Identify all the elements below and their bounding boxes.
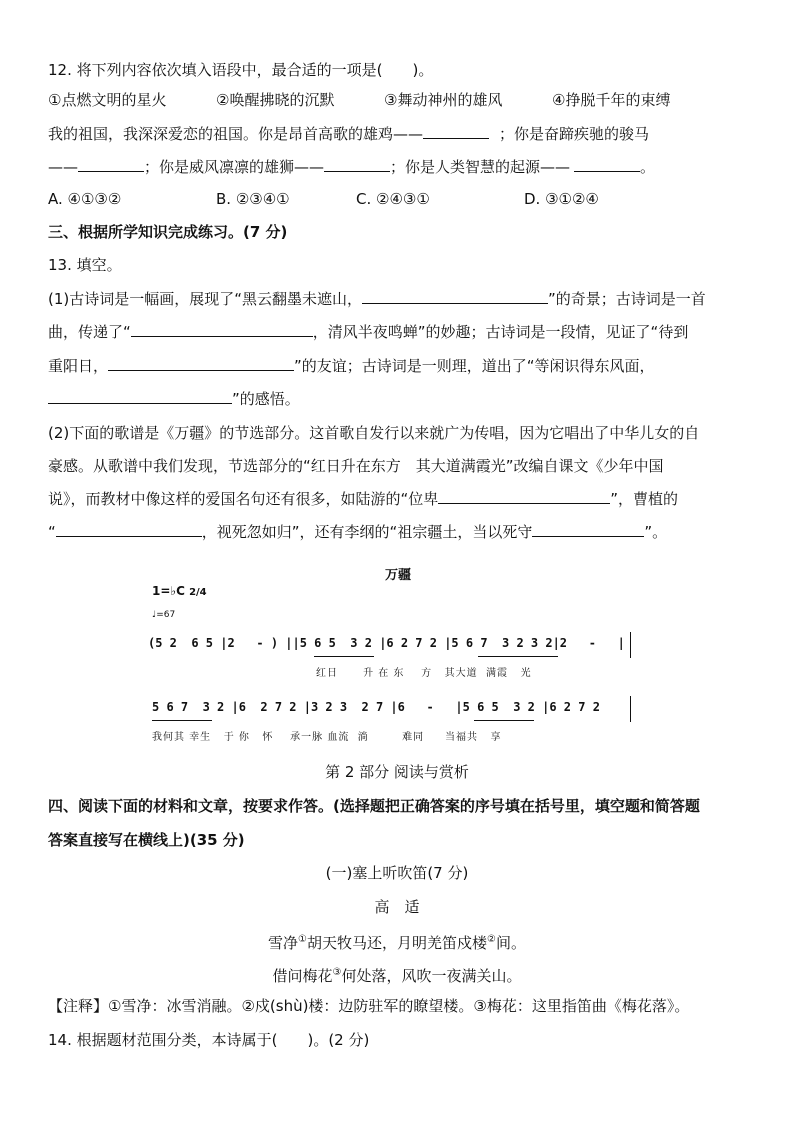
score-beam-1 [314,656,374,657]
q14-stem: 14. 根据题材范围分类，本诗属于( )。(2 分) [48,1031,370,1049]
score-title: 万疆 [384,568,411,583]
q13-p2-line3 [48,489,678,509]
q12-passage-a: 我的祖国，我深深爱恋的祖国。你是昂首高歌的雄鸡—— [48,125,424,143]
q13-blank-4[interactable] [48,389,232,404]
poem-line1: 雪净①胡天牧马还，月明羌笛戍楼②间。 [268,934,526,952]
q13-blank-2[interactable] [131,322,313,337]
q13-p1-line3 [48,356,655,376]
score-row2-lyrics: 我何其 幸生 于 你 怀 承一脉 血流 淌 难同 当福共 享 [152,732,502,743]
score-barline-2 [630,696,631,722]
score-row1-notes: (5 2 6 5 |2 - ) ||5 6 5 3 2 |6 2 7 2 |5 6 7 3 2 3 2|2 - | [148,636,625,650]
q12-blank-1[interactable] [423,124,489,139]
q12-option-d[interactable]: D. ③①②④ [524,190,599,208]
q13-p1-a: (1)古诗词是一幅画，展现了“黑云翻墨未遮山， [48,290,363,308]
q13-stem: 13. 填空。 [48,256,122,274]
q13-p1-line1 [48,289,706,309]
q13-p2-f: ，视死忽如归”，还有李纲的“祖宗疆土，当以死守 [201,523,533,541]
q13-p2-d: ”，曹植的 [610,490,679,508]
q13-p2-g: ”。 [644,523,668,541]
section3-title: 三、根据所学知识完成练习。(7 分) [48,223,288,241]
score-time: 2/4 [189,587,207,598]
q12-item-2: ②唤醒拂晓的沉默 [216,91,335,109]
score-barline-1 [630,632,631,658]
q13-p1-line2 [48,322,688,342]
q13-p1-b: ”的奇景；古诗词是一首 [548,290,706,308]
q12-stem: 12. 将下列内容依次填入语段中，最合适的一项是( )。 [48,61,434,79]
section4-line2: 答案直接写在横线上)(35 分) [48,831,245,849]
poem-author: 高 适 [374,898,420,916]
score-tempo: ♩=67 [152,610,176,620]
poem-note: 【注释】①雪净：冰雪消融。②戍(shù)楼：边防驻军的瞭望楼。③梅花：这里指笛曲《梅花落》。 [48,997,690,1015]
q12-blank-4[interactable] [574,157,640,172]
q12-blank-2[interactable] [78,157,144,172]
q13-p2-line4 [48,522,667,542]
q12-passage-line1 [48,124,649,144]
q12-passage-b: ；你是奋蹄疾驰的骏马 [499,125,650,143]
q13-blank-7[interactable] [532,522,644,537]
q13-p1-g: ”的感悟。 [232,390,300,408]
score-beam-4 [474,720,534,721]
q13-p1-f: ”的友谊；古诗词是一则理，道出了“等闲识得东风面， [294,357,655,375]
q12-passage-d: ；你是威风凛凛的雄狮—— [144,158,325,176]
song-score [148,560,648,750]
q12-item-1: ①点燃文明的星火 [48,91,167,109]
q12-passage-line2 [48,157,655,177]
q13-p2-line1: (2)下面的歌谱是《万疆》的节选部分。这首歌自发行以来就广为传唱，因为它唱出了中华儿女的自 [48,424,700,442]
score-row1-lyrics: 红日 升 在 东 方 其大道 满霞 光 [316,668,532,679]
score-beam-2 [478,656,558,657]
q12-passage-f: 。 [640,158,656,176]
q12-item-3: ③舞动神州的雄风 [384,91,503,109]
q12-items [48,90,670,110]
q12-passage-c: —— [48,158,78,176]
footnote-mark-3: ③ [332,967,342,978]
q13-p1-line4 [48,389,300,409]
score-key: 1=♭C 2/4 [152,584,207,598]
footnote-mark-2: ② [487,934,496,945]
q13-blank-5[interactable] [438,489,610,504]
poem-heading: (一)塞上听吹笛(7 分) [325,864,469,882]
q12-blank-3[interactable] [324,157,390,172]
footnote-mark-1: ① [298,934,307,945]
q13-p1-c: 曲，传递了“ [48,323,131,341]
score-beam-3 [152,720,212,721]
q13-blank-1[interactable] [362,289,548,304]
q12-passage-e: ；你是人类智慧的起源—— [390,158,571,176]
score-row2-notes: 5 6 7 3 2 |6 2 7 2 |3 2 3 2 7 |6 - |5 6 5 3 2 |6 2 7 2 [152,700,600,714]
q13-blank-3[interactable] [108,356,294,371]
section4-line1: 四、阅读下面的材料和文章，按要求作答。(选择题把正确答案的序号填在括号里，填空题和简答题 [48,797,700,815]
q12-option-a[interactable]: A. ④①③② [48,190,122,208]
q13-blank-6[interactable] [56,522,202,537]
q13-p2-e: “ [48,523,56,541]
part2-title: 第 2 部分 阅读与赏析 [325,763,469,781]
q12-options [48,189,599,209]
q12-option-c[interactable]: C. ②④③① [356,190,430,208]
q13-p1-d: ，清风半夜鸣蝉”的妙趣；古诗词是一段情，见证了“待到 [312,323,689,341]
q13-p2-line2: 豪感。从歌谱中我们发现，节选部分的“红日升在东方 其大道满霞光”改编自课文《少年中国 [48,457,664,475]
q12-item-4: ④挣脱千年的束缚 [552,91,671,109]
q12-option-b[interactable]: B. ②③④① [216,190,290,208]
q13-p2-c: 说》，而教材中像这样的爱国名句还有很多，如陆游的“位卑 [48,490,439,508]
q13-p1-e: 重阳日， [48,357,109,375]
poem-line2: 借问梅花③何处落，风吹一夜满关山。 [272,967,522,985]
